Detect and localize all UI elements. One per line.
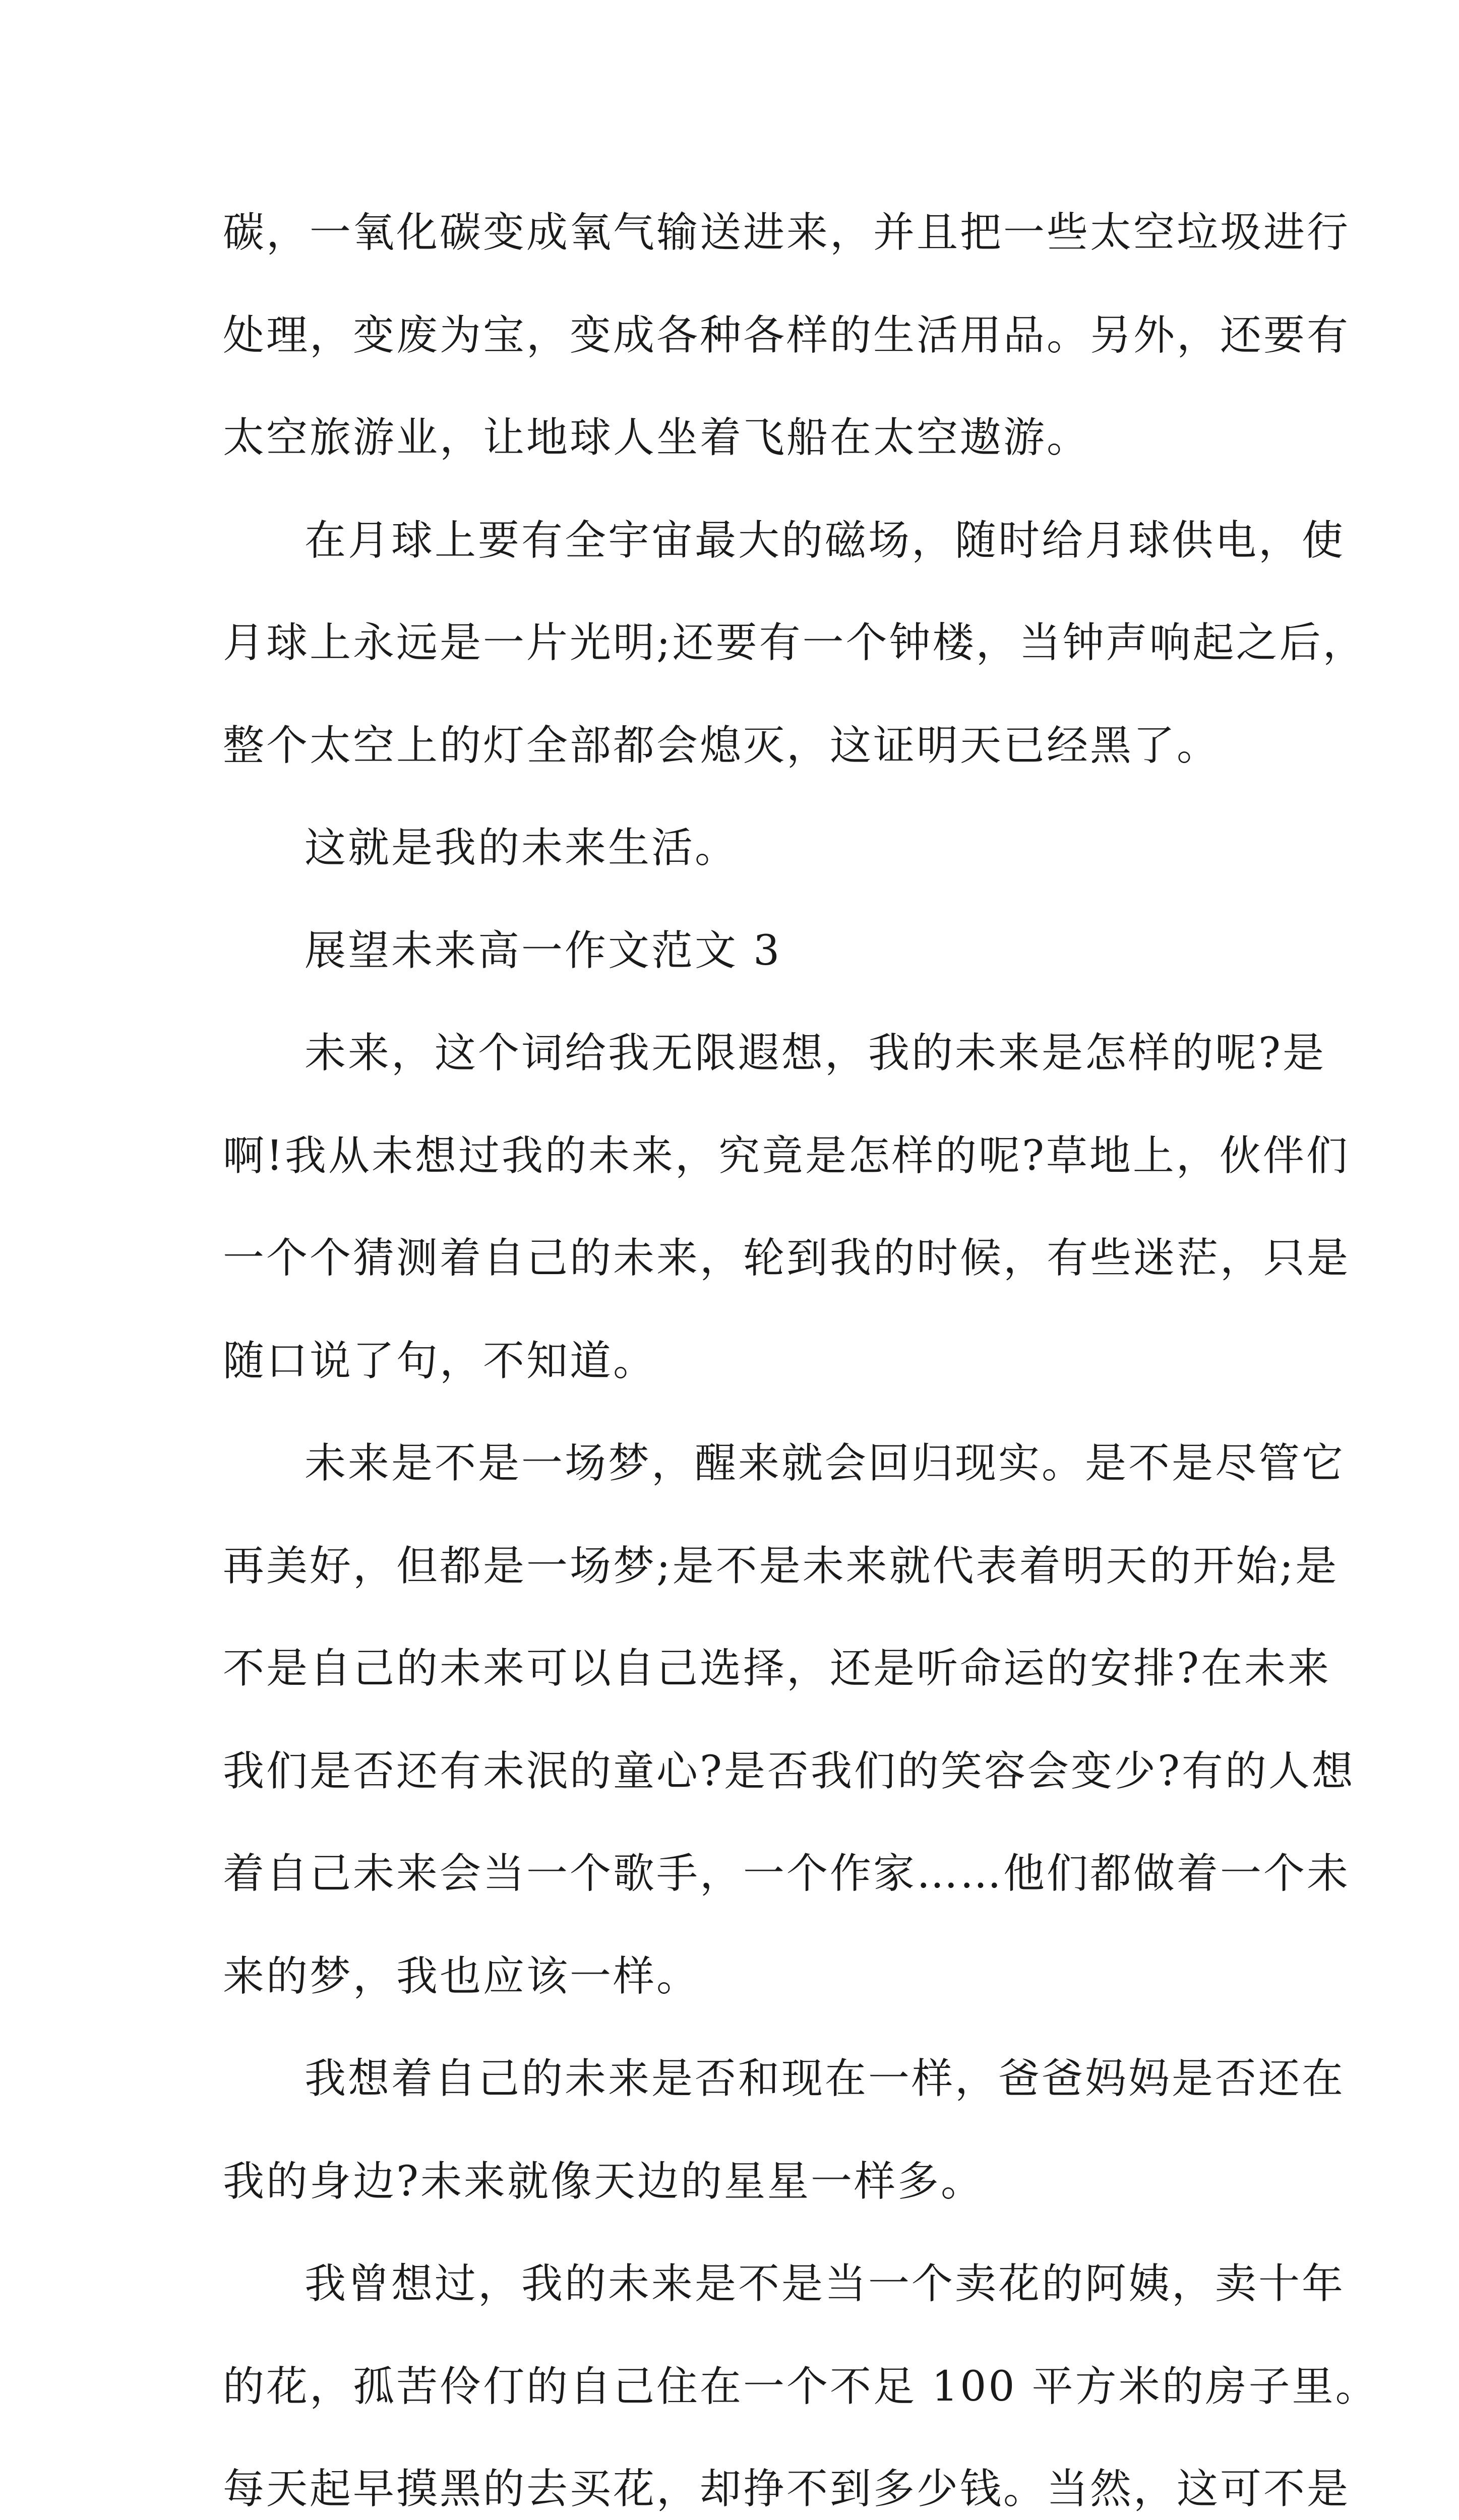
- text-line: 整个太空上的灯全部都会熄灭，这证明天已经黑了。: [223, 721, 1221, 770]
- paragraph-start-line: 这就是我的未来生活。: [305, 824, 739, 872]
- document-body: [223, 181, 1379, 2520]
- text-line: 啊!我从未想过我的未来，究竟是怎样的呢?草地上，伙伴们: [223, 1131, 1350, 1180]
- text-line: 每天起早摸黑的去买花，却挣不到多少钱。当然，这可不是: [223, 2465, 1351, 2513]
- text-line: 不是自己的未来可以自己选择，还是听命运的安排?在未来: [223, 1645, 1331, 1692]
- text-line: 再美好，但都是一场梦;是不是未来就代表着明天的开始;是: [223, 1542, 1339, 1590]
- text-line: 处理，变废为宝，变成各种各样的生活用品。另外，还要有: [223, 311, 1351, 359]
- text-line: 随口说了句，不知道。: [223, 1337, 657, 1385]
- text-line: 来的梦，我也应该一样。: [223, 1952, 700, 2000]
- paragraph-start-line: 未来是不是一场梦，醒来就会回归现实。是不是尽管它: [305, 1439, 1346, 1487]
- text-line: 的花，孤苦伶仃的自己住在一个不足 100 平方米的房子里。: [223, 2362, 1379, 2411]
- text-line: 一个个猜测着自己的未来，轮到我的时候，有些迷茫，只是: [223, 1234, 1351, 1282]
- text-line: 着自己未来会当一个歌手，一个作家……他们都做着一个未: [223, 1850, 1351, 1898]
- text-line: 太空旅游业，让地球人坐着飞船在太空遨游。: [223, 414, 1090, 462]
- text-line: 月球上永远是一片光明;还要有一个钟楼，当钟声响起之后，: [223, 619, 1366, 667]
- paragraph-start-line: 我想着自己的未来是否和现在一样，爸爸妈妈是否还在: [305, 2055, 1346, 2103]
- text-line: 我们是否还有未泯的童心?是否我们的笑容会变少?有的人想: [223, 1747, 1355, 1795]
- paragraph-start-line: 我曾想过，我的未来是不是当一个卖花的阿姨，卖十年: [305, 2260, 1346, 2308]
- paragraph-start-line: 在月球上要有全宇宙最大的磁场，随时给月球供电，使: [305, 516, 1346, 564]
- section-heading: 展望未来高一作文范文 3: [305, 926, 782, 975]
- text-line: 碳，一氧化碳变成氧气输送进来，并且把一些太空垃圾进行: [223, 209, 1351, 257]
- text-line: 我的身边?未来就像天边的星星一样多。: [223, 2157, 984, 2206]
- paragraph-start-line: 未来，这个词给我无限遐想，我的未来是怎样的呢?是: [305, 1029, 1326, 1077]
